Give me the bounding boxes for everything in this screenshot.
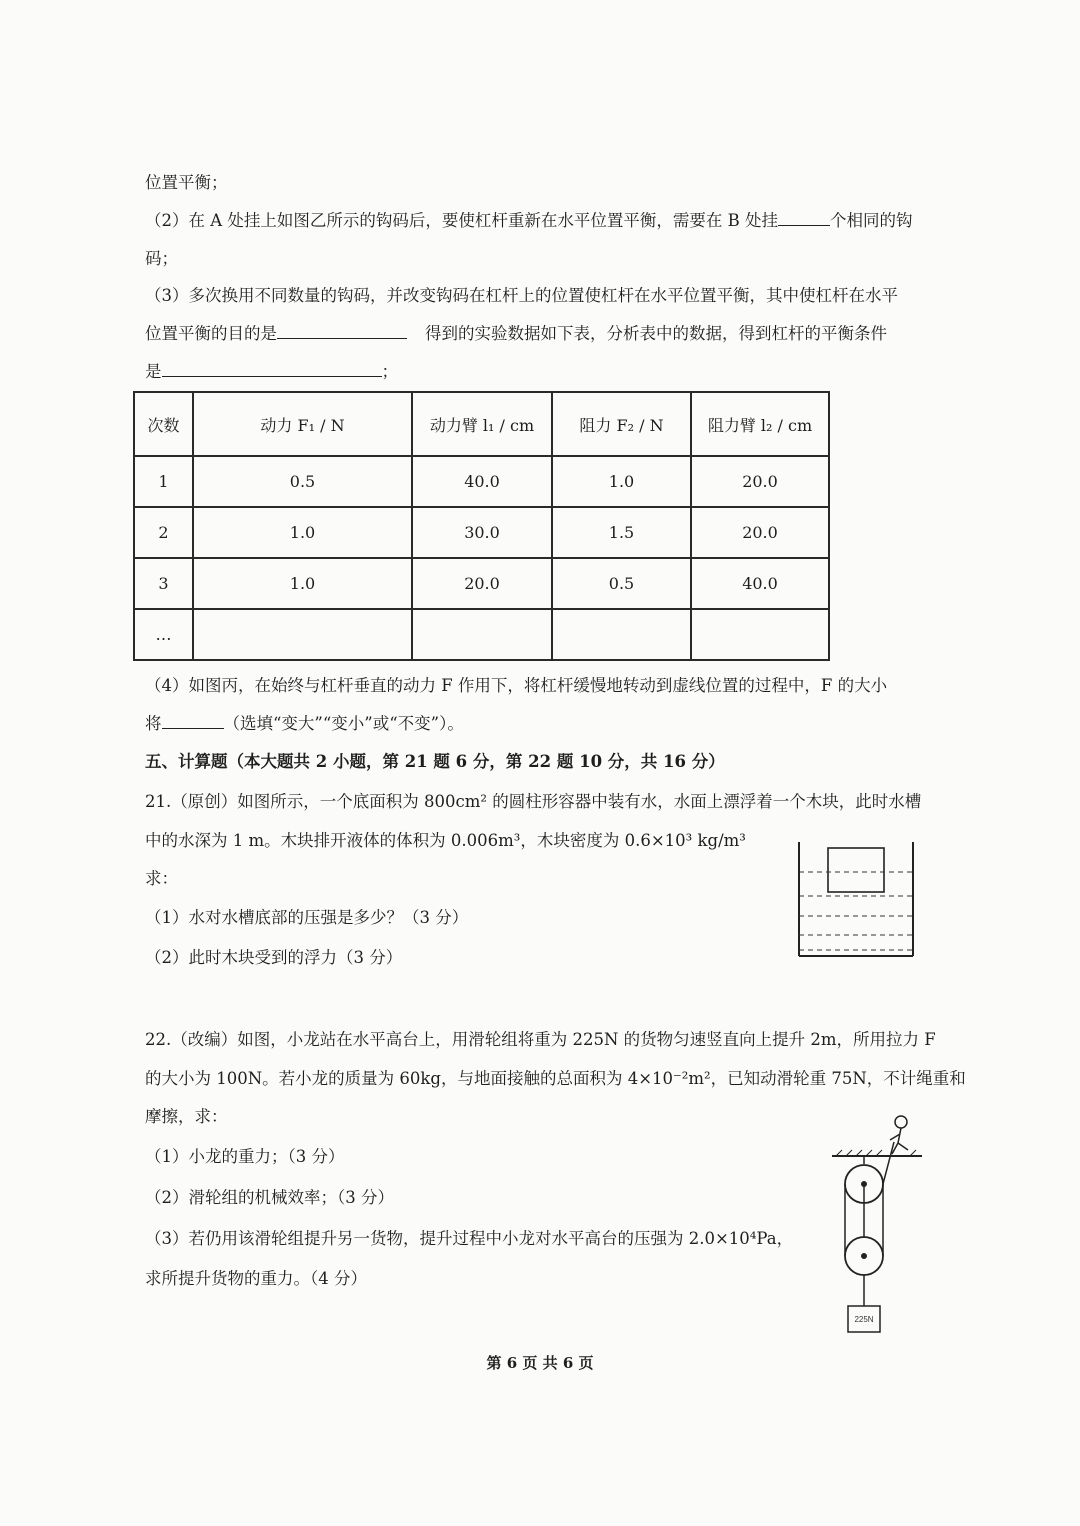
text-line: 中的水深为 1 m。木块排开液体的体积为 0.006m³，木块密度为 0.6×10³ kg/m³ [145,831,746,850]
text-line: （2）滑轮组的机械效率；（3 分） [145,1188,394,1207]
table-header-cell: 阻力臂 l₂ / cm [691,392,829,456]
text-line [145,322,945,346]
table-cell: 30.0 [412,507,552,558]
table-cell: 40.0 [691,558,829,609]
text-line: （1）水对水槽底部的压强是多少？（3 分） [145,908,469,927]
table-cell [412,609,552,660]
table-cell: 1.5 [552,507,691,558]
table-header-row [134,392,829,456]
table-row [134,558,829,609]
text-line: 的大小为 100N。若小龙的质量为 60kg，与地面接触的总面积为 4×10⁻²m²，已知动滑轮重 75N，不计绳重和 [145,1069,966,1088]
table-row [134,456,829,507]
text: （4）如图丙，在始终与杠杆垂直的动力 F 作用下，将杠杆缓慢地转动到虚线位置的过程中，F 的大小 [145,676,888,695]
table-cell [552,609,691,660]
page-footer: 第 6 页 共 6 页 [486,1354,594,1372]
table-cell: 0.5 [552,558,691,609]
question-2 [145,209,945,233]
text: 码； [145,249,178,268]
table-cell: 20.0 [412,558,552,609]
table-row [134,609,829,660]
question-4 [145,674,945,698]
table-cell: 20.0 [691,456,829,507]
text: （3）多次换用不同数量的钩码，并改变钩码在杠杆上的位置使杠杆在水平位置平衡，其中使杠杆在水平 [145,286,898,305]
question-22: 22.（改编）如图，小龙站在水平高台上，用滑轮组将重为 225N 的货物匀速竖直向上提升 2m，所用拉力 F [145,1030,936,1049]
pulley-figure [826,1110,926,1340]
table-cell: 0.5 [193,456,412,507]
question-3 [145,284,945,308]
answer-blank[interactable] [778,209,830,226]
text: （选填“变大”“变小”或“不变”）。 [223,714,464,733]
text-line [145,247,945,271]
table-cell: 1.0 [193,558,412,609]
table-header-cell: 阻力 F₂ / N [552,392,691,456]
answer-blank[interactable] [277,322,407,339]
text-line: 求所提升货物的重力。（4 分） [145,1269,367,1288]
text: ； [381,362,398,381]
text: 得到的实验数据如下表，分析表中的数据，得到杠杆的平衡条件 [425,324,887,343]
table-header-cell: 次数 [134,392,193,456]
table-header-cell: 动力臂 l₁ / cm [412,392,552,456]
table-cell: 3 [134,558,193,609]
text-line: 求： [145,869,178,888]
table-cell [691,609,829,660]
table-cell: 2 [134,507,193,558]
text-line: （3）若仍用该滑轮组提升另一货物，提升过程中小龙对水平高台的压强为 2.0×10⁴Pa， [145,1229,794,1248]
text-line [145,171,945,195]
text-line [145,712,945,736]
table-cell: 40.0 [412,456,552,507]
data-table [133,391,830,661]
text-line: （1）小龙的重力；（3 分） [145,1147,345,1166]
text-line: 摩擦，求： [145,1107,228,1126]
cargo-label: 225N [854,1315,874,1324]
text: 个相同的钩 [830,211,913,230]
table-cell: 1.0 [552,456,691,507]
answer-blank[interactable] [162,360,382,377]
table-cell: 20.0 [691,507,829,558]
tank-figure [790,838,920,963]
table-cell: … [134,609,193,660]
table-cell [193,609,412,660]
text-line: （2）此时木块受到的浮力（3 分） [145,948,403,967]
text: 将 [145,714,162,733]
table-row [134,507,829,558]
text: 是 [145,362,162,381]
answer-blank[interactable] [162,712,224,729]
table-header-cell: 动力 F₁ / N [193,392,412,456]
text-line [145,360,945,384]
table-cell: 1.0 [193,507,412,558]
text: 位置平衡的目的是 [145,324,277,343]
text: （2）在 A 处挂上如图乙所示的钩码后，要使杠杆重新在水平位置平衡，需要在 B 处挂 [145,211,779,230]
section-heading: 五、计算题（本大题共 2 小题，第 21 题 6 分，第 22 题 10 分，共 16 分） [145,752,725,771]
text: 位置平衡； [145,173,228,192]
table-cell: 1 [134,456,193,507]
question-21: 21.（原创）如图所示，一个底面积为 800cm² 的圆柱形容器中装有水，水面上漂浮着一个木块，此时水槽 [145,792,922,811]
